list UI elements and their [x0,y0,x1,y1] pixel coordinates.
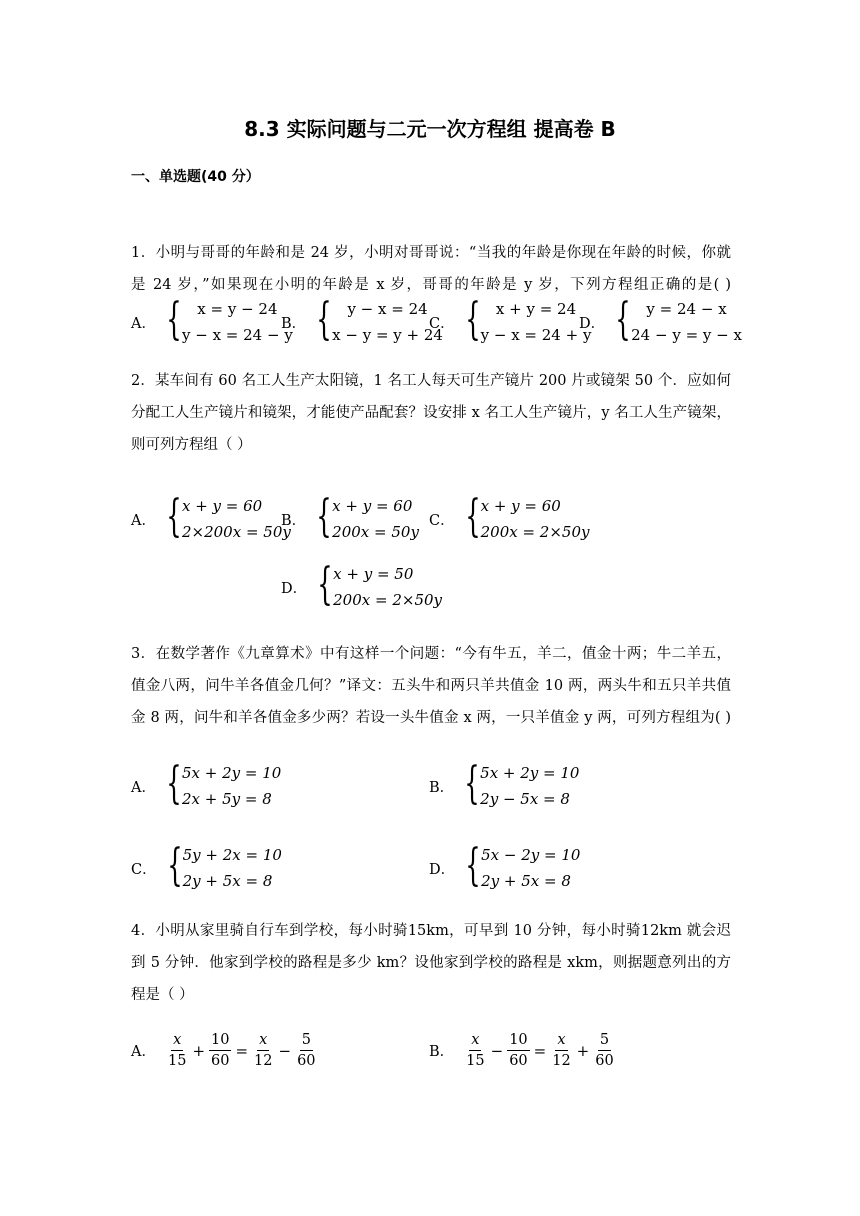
fraction [593,1030,615,1071]
equation: 2y + 5x = 8 [481,872,571,890]
equation: 2y + 5x = 8 [182,872,273,890]
denominator: 60 [211,1053,230,1069]
equation: y = 24 − x [646,300,727,318]
denominator: 15 [167,1053,187,1069]
equation: 200x = 50y [332,523,419,541]
q2-option-d[interactable] [281,559,442,615]
brace-icon: { [465,840,481,891]
option-label: C． [429,315,455,332]
section-heading: 一、单选题(40 分） [131,169,260,185]
document-title: 8.3 实际问题与二元一次方程组 提高卷 B [244,117,616,141]
operator: − [278,1041,292,1060]
question-2-line-1: 2．某车间有 60 名工人生产太阳镜，1 名工人每天可生产镜片 200 片或镜架 50 个．应如何 [131,373,731,389]
operator: = [235,1041,249,1060]
equation: 24 − y = y − x [631,326,742,344]
option-label: D． [281,580,308,597]
q2-option-c[interactable] [429,491,589,547]
equation: 2y − 5x = 8 [480,790,570,808]
numerator: x [555,1030,567,1051]
q3-option-c[interactable] [131,840,282,896]
denominator: 12 [552,1053,571,1069]
option-label: A． [131,1044,156,1060]
fraction [464,1030,486,1071]
denominator: 15 [466,1053,485,1069]
fraction [295,1030,317,1071]
brace-icon: { [316,491,332,542]
equation: 5x + 2y = 10 [181,764,282,782]
option-label: D． [429,861,456,878]
numerator: x [469,1030,481,1051]
option-label: A． [131,779,156,796]
equation: 2×200x = 50y [181,523,291,541]
numerator: x [171,1030,183,1051]
operator: − [490,1041,504,1060]
question-4 [131,915,731,1011]
brace-icon: { [615,294,631,345]
q3-option-a[interactable] [131,758,281,814]
option-label: A． [131,315,156,332]
q4-option-a[interactable] [131,1030,320,1071]
equation: x + y = 60 [480,497,561,515]
brace-icon: { [166,491,182,542]
numerator: 10 [507,1030,529,1051]
question-2 [131,365,731,461]
option-label: A． [131,512,156,529]
numerator: 5 [598,1030,611,1051]
brace-icon: { [464,491,481,542]
equation: x − y = y + 24 [332,326,443,344]
equation: 5x − 2y = 10 [481,846,581,864]
brace-icon: { [464,758,480,809]
question-1 [131,237,731,301]
option-label: D． [579,315,606,332]
equation: y − x = 24 − y [181,326,293,344]
question-1-line-2: 是 24 岁，”如果现在小明的年龄是 x 岁，哥哥的年龄是 y 岁，下列方程组正确的是( ) [131,277,731,293]
brace-icon: { [166,758,182,809]
operator: = [533,1041,547,1060]
equation: 5x + 2y = 10 [480,764,580,782]
equation: y − x = 24 + y [480,326,592,344]
brace-icon: { [166,294,182,345]
equation: 2x + 5y = 8 [181,790,272,808]
q3-option-d[interactable] [429,840,580,896]
question-4-line-1: 4．小明从家里骑自行车到学校，每小时骑15km，可早到 10 分钟，每小时骑12km 就会迟 [131,923,731,939]
q1-option-b[interactable] [281,294,443,350]
brace-icon: { [316,294,332,345]
equation: y − x = 24 [347,300,428,318]
numerator: 5 [300,1030,313,1051]
fraction [166,1030,188,1071]
option-label: B． [429,1044,455,1060]
equation: x = y − 24 [197,300,278,318]
q1-option-a[interactable] [131,294,293,350]
denominator: 60 [509,1053,528,1069]
brace-icon: { [464,294,481,345]
brace-icon: { [317,559,333,610]
equation: x + y = 24 [495,300,577,318]
option-label: C． [429,512,455,529]
q3-option-b[interactable] [429,758,579,814]
brace-icon: { [166,840,183,891]
q2-option-a[interactable] [131,491,291,547]
numerator: x [257,1030,269,1051]
q1-option-c[interactable] [429,294,591,350]
equation: x + y = 60 [332,497,413,515]
fraction [252,1030,274,1071]
question-3-line-2: 值金八两，问牛羊各值金几何？”译文：五头牛和两只羊共值金 10 两，两头牛和五只羊共值 [131,678,731,694]
option-label: B． [281,315,307,332]
operator: + [192,1041,206,1060]
question-3 [131,638,731,734]
equation: 5y + 2x = 10 [182,846,282,864]
fraction [209,1030,231,1071]
q2-option-b[interactable] [281,491,419,547]
question-1-line-1: 1．小明与哥哥的年龄和是 24 岁，小明对哥哥说：“当我的年龄是你现在年龄的时候，你就 [131,245,731,261]
q4-option-b[interactable] [429,1030,618,1071]
question-2-line-2: 分配工人生产镜片和镜架，才能使产品配套？设安排 x 名工人生产镜片，y 名工人生产镜架， [131,405,731,421]
question-3-line-3: 金 8 两，问牛和羊各值金多少两？若设一头牛值金 x 两，一只羊值金 y 两，可列方程组为( ) [131,710,731,726]
option-label: B． [281,512,307,529]
denominator: 60 [595,1053,614,1069]
fraction [507,1030,529,1071]
option-label: B． [429,779,455,796]
question-3-line-1: 3．在数学著作《九章算术》中有这样一个问题：“今有牛五，羊二，值金十两；牛二羊五， [131,646,731,662]
equation: 200x = 2×50y [480,523,590,541]
denominator: 60 [297,1053,316,1069]
equation: x + y = 50 [333,565,414,583]
question-4-line-2: 到 5 分钟．他家到学校的路程是多少 km？设他家到学校的路程是 xkm，则据题意列出的方 [131,955,731,971]
operator: + [576,1041,590,1060]
fraction [550,1030,572,1071]
q1-option-d[interactable] [579,294,742,350]
numerator: 10 [209,1030,231,1051]
equation: x + y = 60 [181,497,263,515]
denominator: 12 [254,1053,273,1069]
question-2-line-3: 则可列方程组（ ） [131,437,252,453]
option-label: C． [131,861,157,878]
question-4-line-3: 程是（ ） [131,987,194,1003]
equation: 200x = 2×50y [333,591,443,609]
